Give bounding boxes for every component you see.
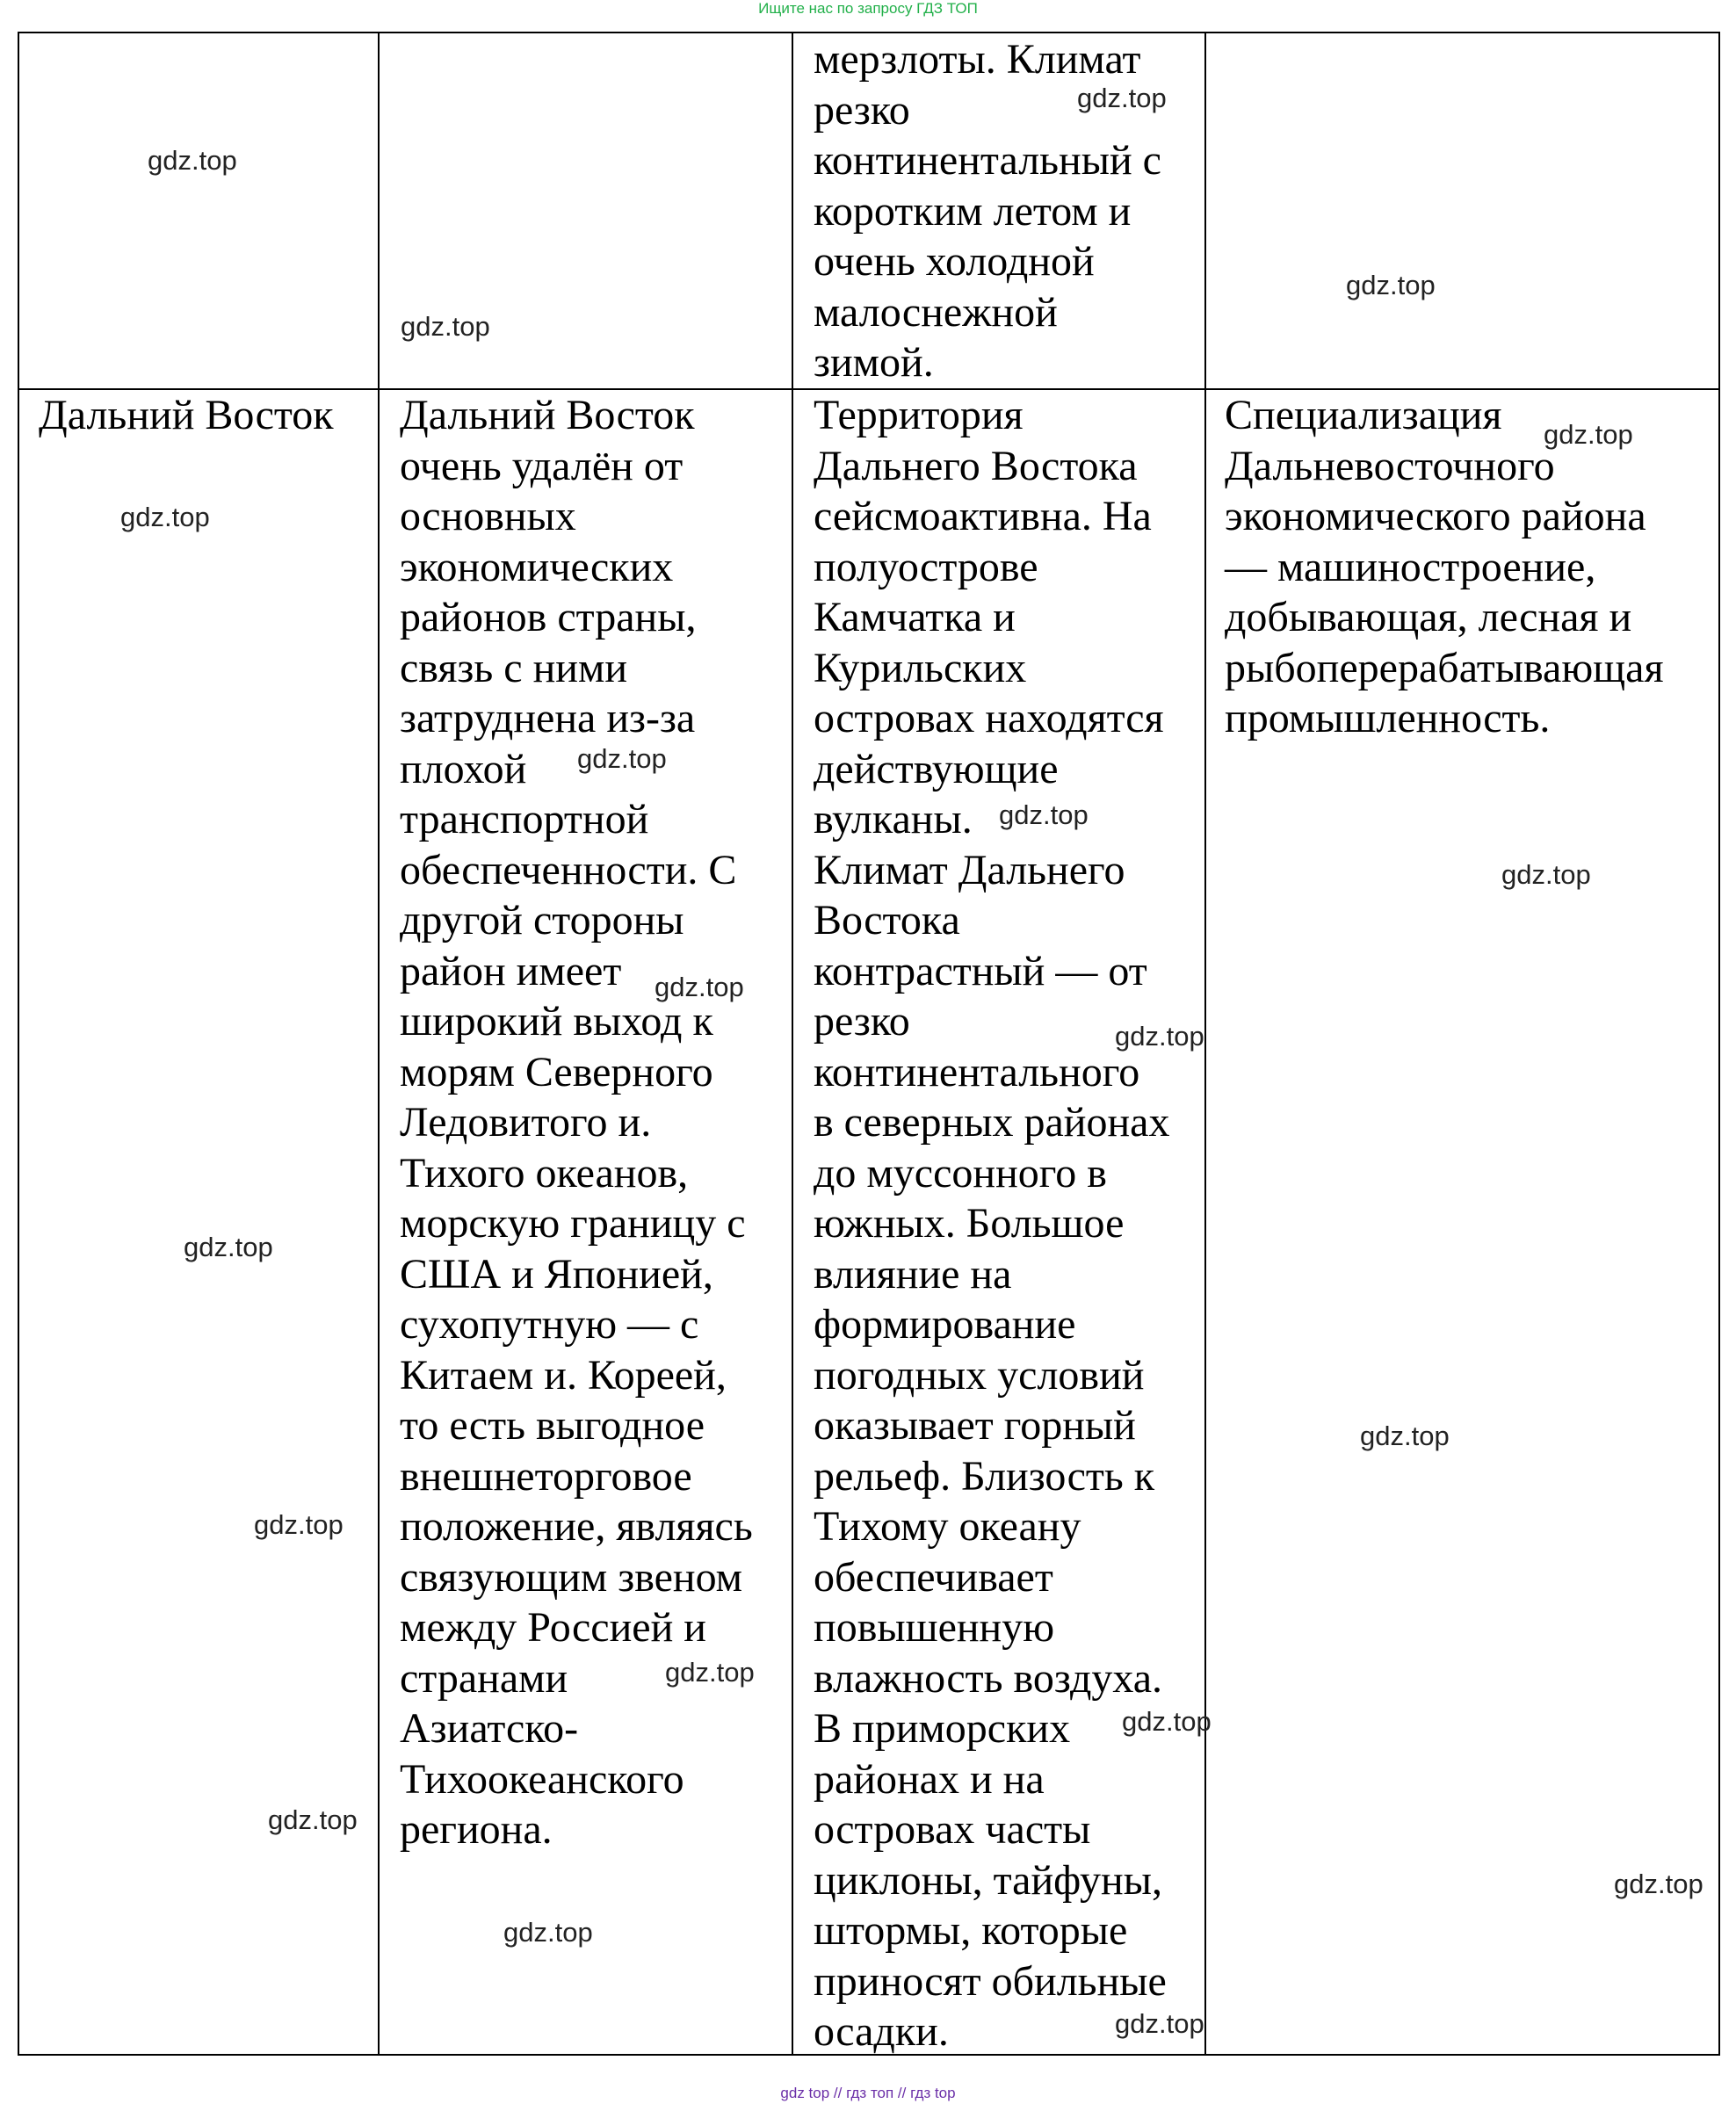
watermark: gdz.top: [120, 502, 210, 532]
region-name-cell: Дальний Восток: [39, 392, 334, 438]
watermark: gdz.top: [665, 1657, 755, 1688]
watermark: gdz.top: [1544, 419, 1633, 450]
watermark: gdz.top: [1346, 270, 1436, 300]
natural-conditions-cell: Территория Дальнего Востока сейсмоактивна. На полуострове Камчатка и Курильских островах находятся действующие вулканы. Климат Дальнего Востока контрастный — от резко континентального в северных районах до муссонного в южных. Большое влияние на формирование погодных условий оказывает горный рельеф. Близость к Тихому океану обеспечивает повышенную влажность воздуха. В приморских районах и на островах часты циклоны, тайфуны, штормы, которые приносят обильные осадки.: [814, 392, 1170, 2055]
watermark: gdz.top: [1501, 859, 1591, 890]
continued-climate-cell: мерзлоты. Климат резко континентальный с коротким летом и очень холодной малоснежной зимой.: [814, 36, 1161, 386]
watermark: gdz.top: [1614, 1869, 1703, 1899]
watermark: gdz.top: [1115, 2008, 1204, 2039]
answer-table: [18, 32, 1720, 2056]
watermark: gdz.top: [1077, 83, 1167, 113]
watermark: gdz.top: [1360, 1421, 1450, 1451]
watermark: gdz.top: [503, 1917, 593, 1948]
column-divider: [1204, 33, 1206, 2054]
watermark: gdz.top: [577, 743, 667, 774]
watermark: gdz.top: [268, 1804, 358, 1835]
watermark: gdz.top: [1115, 1021, 1204, 1052]
watermark: gdz.top: [254, 1509, 344, 1540]
geographic-position-cell: Дальний Восток очень удалён от основных экономических районов страны, связь с ними затруднена из-за плохой транспортной обеспеченности. С другой стороны район имеет широкий выход к морям Северного Ледовитого и. Тихого океанов, морскую границу с США и Японией, сухопутную — с Китаем и. Кореей, то есть выгодное внешнеторговое положение, являясь связующим звеном между Россией и странами Азиатско- Тихоокеанского региона.: [400, 392, 753, 1853]
watermark: gdz.top: [148, 145, 237, 176]
column-divider: [378, 33, 380, 2054]
top-banner: Ищите нас по запросу ГДЗ ТОП: [758, 0, 978, 17]
watermark: gdz.top: [184, 1232, 273, 1262]
watermark: gdz.top: [401, 311, 490, 342]
specialization-cell: Специализация Дальневосточного экономического района — машиностроение, добывающая, лесная и рыбоперерабатывающая промышленность.: [1225, 392, 1664, 741]
watermark: gdz.top: [1122, 1706, 1212, 1737]
watermark: gdz.top: [655, 972, 744, 1002]
watermark: gdz.top: [999, 799, 1089, 830]
footer-links: gdz top // гдз топ // гдз top: [780, 2085, 956, 2101]
column-divider: [792, 33, 793, 2054]
